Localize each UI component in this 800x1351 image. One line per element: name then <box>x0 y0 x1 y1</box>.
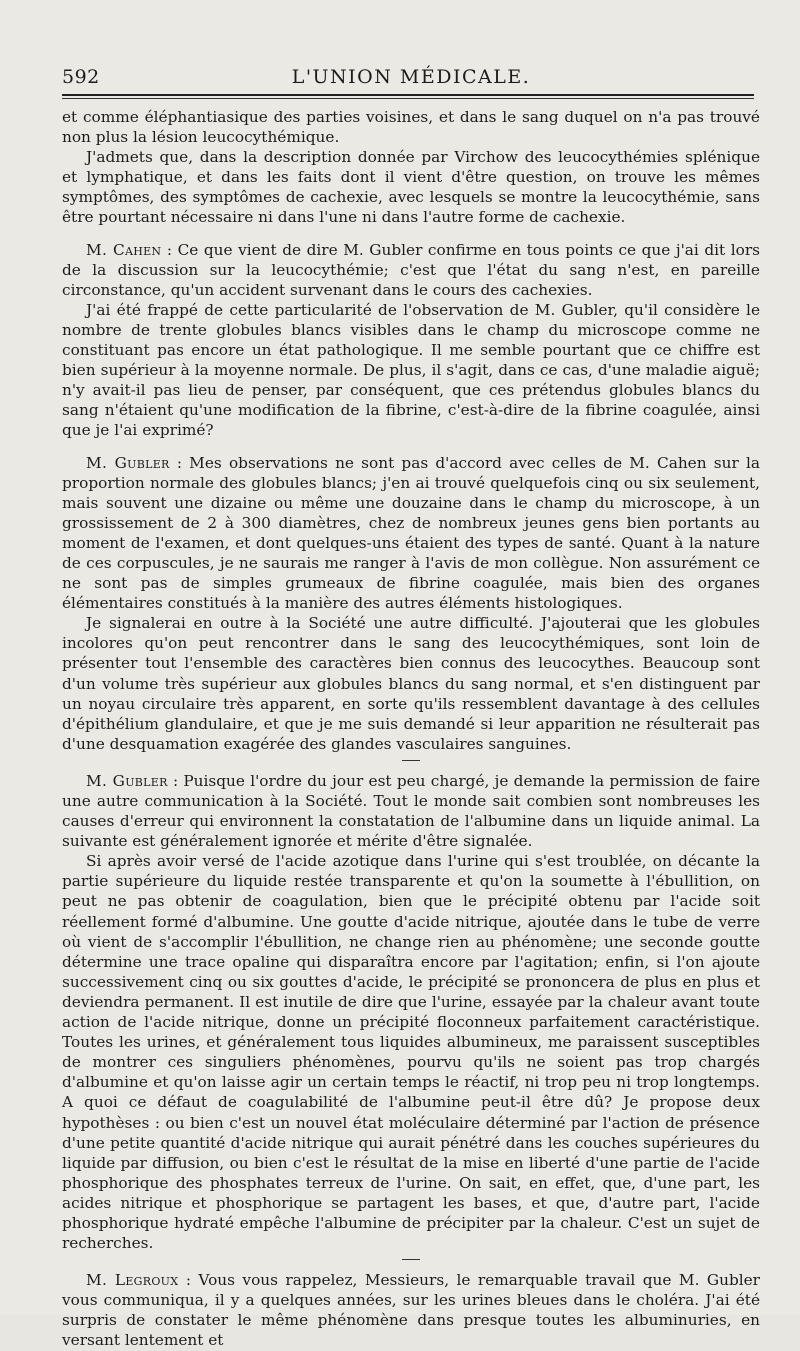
paragraph <box>62 453 760 614</box>
body-text <box>62 107 760 1351</box>
paragraph-text: et comme éléphantiasique des parties voisines, et dans le sang duquel on n'a pas trouvé non plus la lésion leucocythémique. <box>62 108 760 147</box>
paragraph-text: : Puisque l'ordre du jour est peu chargé, je demande la permission de faire une autre communication à la Société. Tout le monde sait combien sont nombreuses les causes d'erreur qui environnent la constatation de l'albumine dans un liquide animal. La suivante est généralement ignorée et mérite d'être signalée. <box>62 771 760 851</box>
paragraph <box>62 147 760 227</box>
paragraph <box>62 771 760 851</box>
paragraph <box>62 613 760 754</box>
paragraph-text: Je signalerai en outre à la Société une autre difficulté. J'ajouterai que les globules incolores qu'on peut rencontrer dans le sang des leucocythémiques, sont loin de présenter tout l'ensemble des caractères bien connus des leucocythes. Beaucoup sont d'un volume très supérieur aux globules blancs du sang normal, et s'en distinguent par un noyau circulaire très apparent, en sorte qu'ils ressemblent davantage à des cellules d'épithélium glandulaire, et que je me suis demandé si leur apparition ne résulterait pas d'une desquamation exagérée des glandes vasculaires sanguines. <box>62 614 760 753</box>
paragraph <box>62 851 760 1253</box>
paragraph <box>62 240 760 300</box>
running-title: L'UNION MÉDICALE. <box>291 66 531 88</box>
paragraph <box>62 107 760 147</box>
speaker-name: M. Cahen <box>86 240 162 259</box>
paragraph-text: : Mes observations ne sont pas d'accord avec celles de M. Cahen sur la proportion normale des globules blancs; j'en ai trouvé quelquefois cinq ou six seulement, mais souvent une dizaine ou même une douzaine dans le champ du microscope, à un grossissement de 2 à 300 diamètres, chez de nombreux jeunes gens bien portants au moment de l'examen, et dont quelques-uns étaient des types de santé. Quant à la nature de ces corpuscules, je ne saurais me ranger à l'avis de mon collègue. Non assurément ce ne sont pas de simples grumeaux de fibrine coagulée, mais bien des organes élémentaires constitués à la manière des autres éléments histologiques. <box>62 453 760 613</box>
speaker-name: M. Legroux <box>86 1271 179 1290</box>
page-header <box>62 58 760 88</box>
paragraph-text: : Ce que vient de dire M. Gubler confirme en tous points ce que j'ai dit lors de la discussion sur la leucocythémie; c'est que l'état du sang n'est, en pareille circonstance, qu'un accident survenant dans le cours des cachexies. <box>62 240 760 299</box>
page-number: 592 <box>62 66 100 88</box>
paragraph-text: J'ai été frappé de cette particularité de l'observation de M. Gubler, qu'il considère le nombre de trente globules blancs visibles dans le champ du microscope comme ne constituant pas encore un état pathologique. Il me semble pourtant que ce chiffre est bien supérieur à la moyenne normale. De plus, il s'agit, dans ce cas, d'une maladie aiguë; n'y avait-il pas lieu de penser, par conséquent, que ces prétendus globules blancs du sang n'étaient qu'une modification de la fibrine, c'est-à-dire de la fibrine coagulée, ainsi que je l'ai exprimé? <box>62 300 760 440</box>
section-separator <box>402 1259 420 1260</box>
section-separator <box>402 760 420 761</box>
paragraph <box>62 300 760 441</box>
speaker-name: M. Gubler <box>86 771 168 790</box>
header-rule <box>62 94 754 99</box>
paragraph <box>62 1270 760 1350</box>
paragraph-text: J'admets que, dans la description donnée par Virchow des leucocythémies splénique et lymphatique, et dans les faits dont il vient d'être question, on trouve les mêmes symptômes, des symptômes de cachexie, avec lesquels se montre la leucocythémie, sans être pourtant nécessaire ni dans l'une ni dans l'autre forme de cachexie. <box>62 148 760 227</box>
speaker-name: M. Gubler <box>86 453 170 472</box>
paragraph-text: : Vous vous rappelez, Messieurs, le remarquable travail que M. Gubler vous communiqua, il y a quelques années, sur les urines bleues dans le choléra. J'ai été surpris de constater le même phénomène dans presque toutes les albuminuries, en versant lentement et <box>62 1271 760 1350</box>
paragraph-text: Si après avoir versé de l'acide azotique dans l'urine qui s'est troublée, on décante la partie supérieure du liquide restée transparente et qu'on la soumette à l'ébullition, on peut ne pas obtenir de coagulation, bien que le précipité obtenu par l'acide soit réellement formé d'albumine. Une goutte d'acide nitrique, ajoutée dans le tube de verre où vient de s'accomplir l'ébullition, ne change rien au phénomène; une seconde goutte détermine une trace opaline qui disparaîtra encore par l'agitation; enfin, si l'on ajoute successivement cinq ou six gouttes d'acide, le précipité se prononcera de plus en plus et deviendra permanent. Il est inutile de dire que l'urine, essayée par la chaleur avant toute action de l'acide nitrique, donne un précipité floconneux parfaitement caractéristique. Toutes les urines, et généralement tous liquides albumineux, me paraissent susceptibles de montrer ces singuliers phénomènes, pourvu qu'ils ne soient pas trop chargés d'albumine et qu'on laisse agir un certain temps le réactif, ni trop peu ni trop longtemps. A quoi ce défaut de coagulabilité de l'albumine peut-il être dû? Je propose deux hypothèses : ou bien c'est un nouvel état moléculaire déterminé par l'action de présence d'une petite quantité d'acide nitrique qui aurait pénétré dans les couches supérieures du liquide par diffusion, ou bien c'est le résultat de la mise en liberté d'une partie de l'acide phosphorique des phosphates terreux de l'urine. On sait, en effet, que, d'une part, les acides nitrique et phosphorique se partagent les bases, et que, d'autre part, l'acide phosphorique hydraté empêche l'albumine de précipiter par la chaleur. C'est un sujet de recherches. <box>62 852 760 1253</box>
